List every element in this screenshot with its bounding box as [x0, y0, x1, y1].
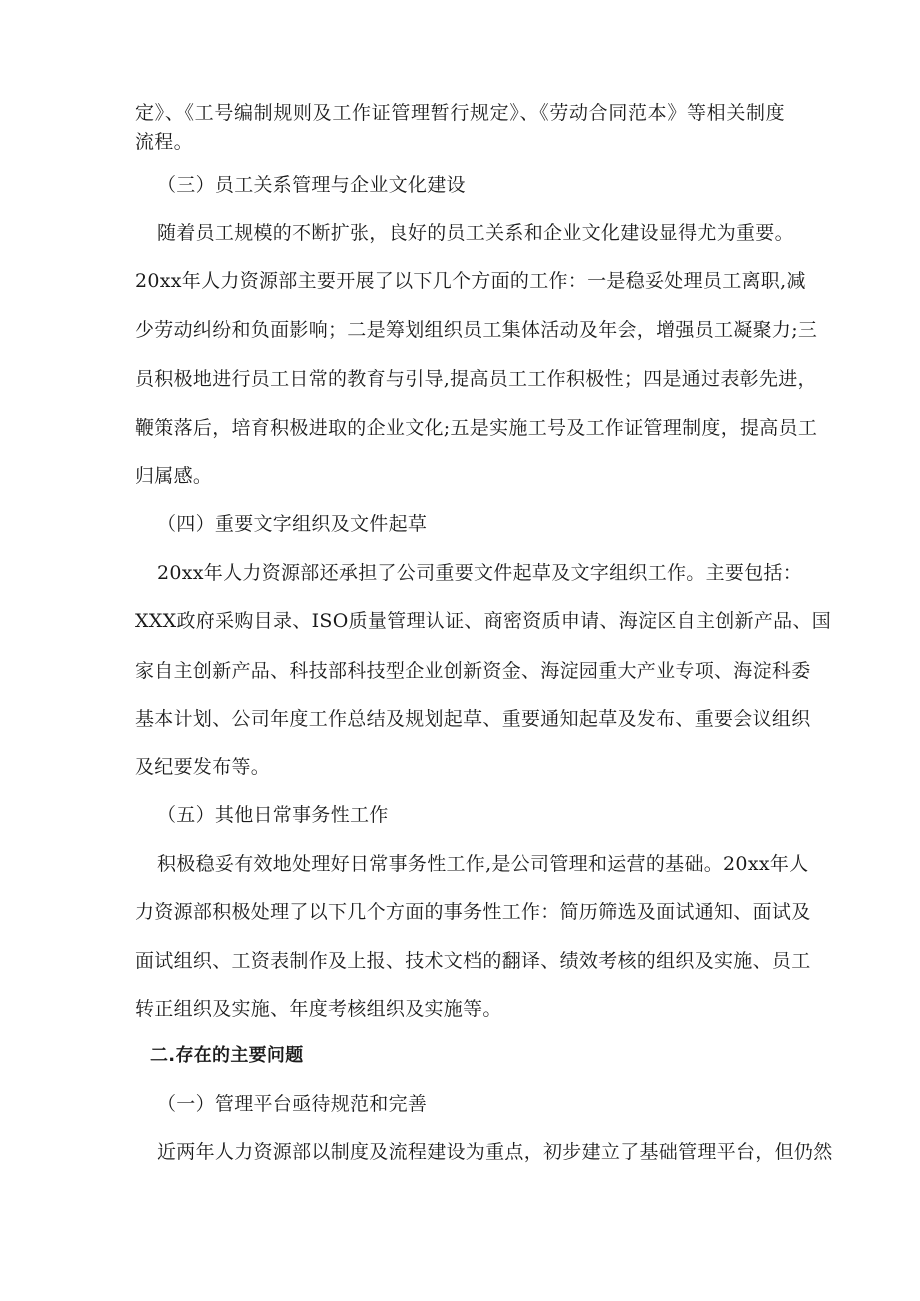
- body-text-line: 随着员工规模的不断扩张，良好的员工关系和企业文化建设显得尤为重要。: [157, 222, 794, 244]
- body-text-line: 及纪要发布等。: [135, 756, 271, 778]
- body-text-line: 家自主创新产品、科技部科技型企业创新资金、海淀园重大产业专项、海淀科委: [135, 660, 811, 682]
- body-text-line: 鞭策落后，培育积极进取的企业文化;五是实施工号及工作证管理制度，提高员工: [135, 417, 818, 439]
- body-text-line: 流程。: [135, 131, 193, 153]
- body-text-line: 20xx年人力资源部主要开展了以下几个方面的工作：一是稳妥处理员工离职,减: [135, 270, 806, 292]
- body-text-line: 员积极地进行员工日常的教育与引导,提高员工工作积极性；四是通过表彰先进，: [135, 368, 817, 390]
- body-text-line: 20xx年人力资源部还承担了公司重要文件起草及文字组织工作。主要包括：: [157, 562, 803, 584]
- body-text-line: 力资源部积极处理了以下几个方面的事务性工作：简历筛选及面试通知、面试及: [135, 901, 811, 923]
- subsection-heading-1: （一）管理平台亟待规范和完善: [157, 1093, 428, 1115]
- body-text-line: 定》、《工号编制规则及工作证管理暂行规定》、《劳动合同范本》等相关制度: [135, 102, 785, 124]
- body-text-line: 基本计划、公司年度工作总结及规划起草、重要通知起草及发布、重要会议组织: [135, 708, 811, 730]
- body-text-line: 归属感。: [135, 465, 213, 487]
- body-text-line: 近两年人力资源部以制度及流程建设为重点，初步建立了基础管理平台，但仍然: [157, 1141, 833, 1163]
- section-heading-3: （三）员工关系管理与企业文化建设: [157, 174, 466, 196]
- body-text-line: XXX政府采购目录、ISO质量管理认证、商密资质申请、海淀区自主创新产品、国: [135, 610, 832, 632]
- body-text-line: 少劳动纠纷和负面影响；二是筹划组织员工集体活动及年会，增强员工凝聚力;三: [135, 319, 818, 341]
- body-text-line: 面试组织、工资表制作及上报、技术文档的翻译、绩效考核的组织及实施、员工: [135, 950, 811, 972]
- body-text-line: 转正组织及实施、年度考核组织及实施等。: [135, 998, 502, 1020]
- section-heading-2: 二.存在的主要问题: [150, 1045, 304, 1066]
- section-heading-4: （四）重要文字组织及文件起草: [157, 513, 428, 535]
- section-heading-5: （五）其他日常事务性工作: [157, 804, 389, 826]
- body-text-line: 积极稳妥有效地处理好日常事务性工作,是公司管理和运营的基础。20xx年人: [157, 853, 809, 875]
